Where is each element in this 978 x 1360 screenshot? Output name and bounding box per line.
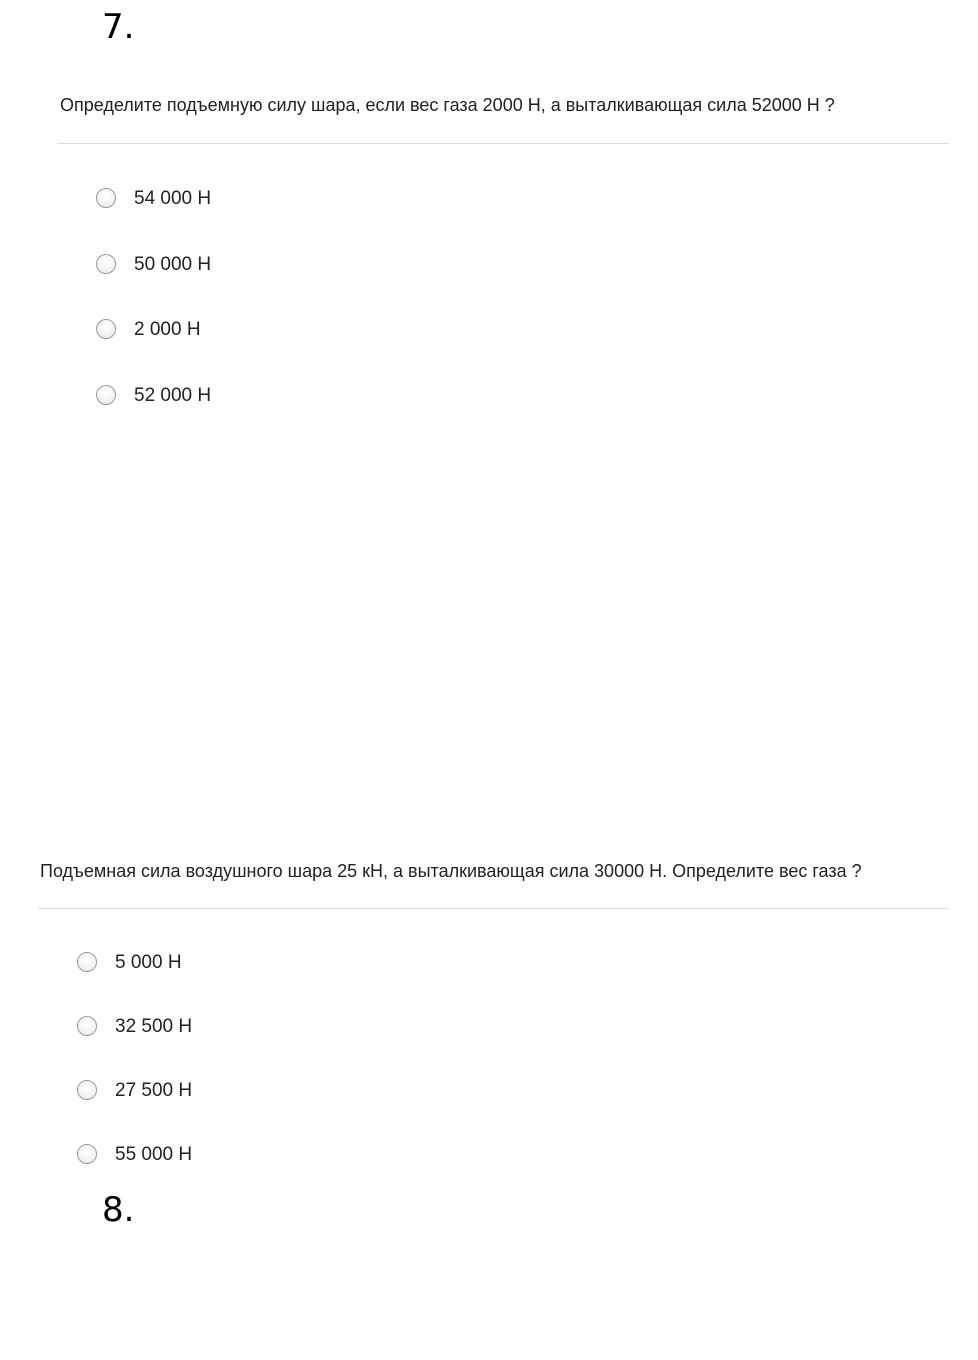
option-label: 2 000 Н	[134, 318, 201, 340]
radio-button[interactable]	[77, 952, 97, 972]
q7-option-2[interactable]	[96, 254, 211, 274]
radio-button[interactable]	[96, 385, 116, 405]
option-label: 52 000 Н	[134, 384, 212, 406]
option-label: 32 500 Н	[115, 1015, 193, 1037]
option-label: 50 000 Н	[134, 253, 212, 275]
q8-option-3[interactable]	[77, 1080, 192, 1100]
radio-button[interactable]	[96, 188, 116, 208]
option-label: 5 000 Н	[115, 951, 182, 973]
question-7-text: Определите подъемную силу шара, если вес газа 2000 Н, а выталкивающая сила 52000 Н ?	[60, 95, 835, 115]
question-8-text: Подъемная сила воздушного шара 25 кН, а выталкивающая сила 30000 Н. Определите вес газа ?	[40, 861, 862, 881]
question-7-divider	[57, 143, 949, 144]
option-label: 54 000 Н	[134, 187, 212, 209]
radio-button[interactable]	[77, 1144, 97, 1164]
radio-button[interactable]	[96, 254, 116, 274]
q8-option-4[interactable]	[77, 1144, 192, 1164]
q7-option-4[interactable]	[96, 385, 211, 405]
radio-button[interactable]	[96, 319, 116, 339]
q7-option-1[interactable]	[96, 188, 211, 208]
option-label: 55 000 Н	[115, 1143, 193, 1165]
question-7-number: 7.	[102, 7, 135, 47]
option-label: 27 500 Н	[115, 1079, 193, 1101]
q8-option-1[interactable]	[77, 952, 182, 972]
radio-button[interactable]	[77, 1016, 97, 1036]
question-8-divider	[38, 908, 949, 909]
q7-option-3[interactable]	[96, 319, 201, 339]
radio-button[interactable]	[77, 1080, 97, 1100]
question-8-number: 8.	[102, 1190, 135, 1230]
q8-option-2[interactable]	[77, 1016, 192, 1036]
